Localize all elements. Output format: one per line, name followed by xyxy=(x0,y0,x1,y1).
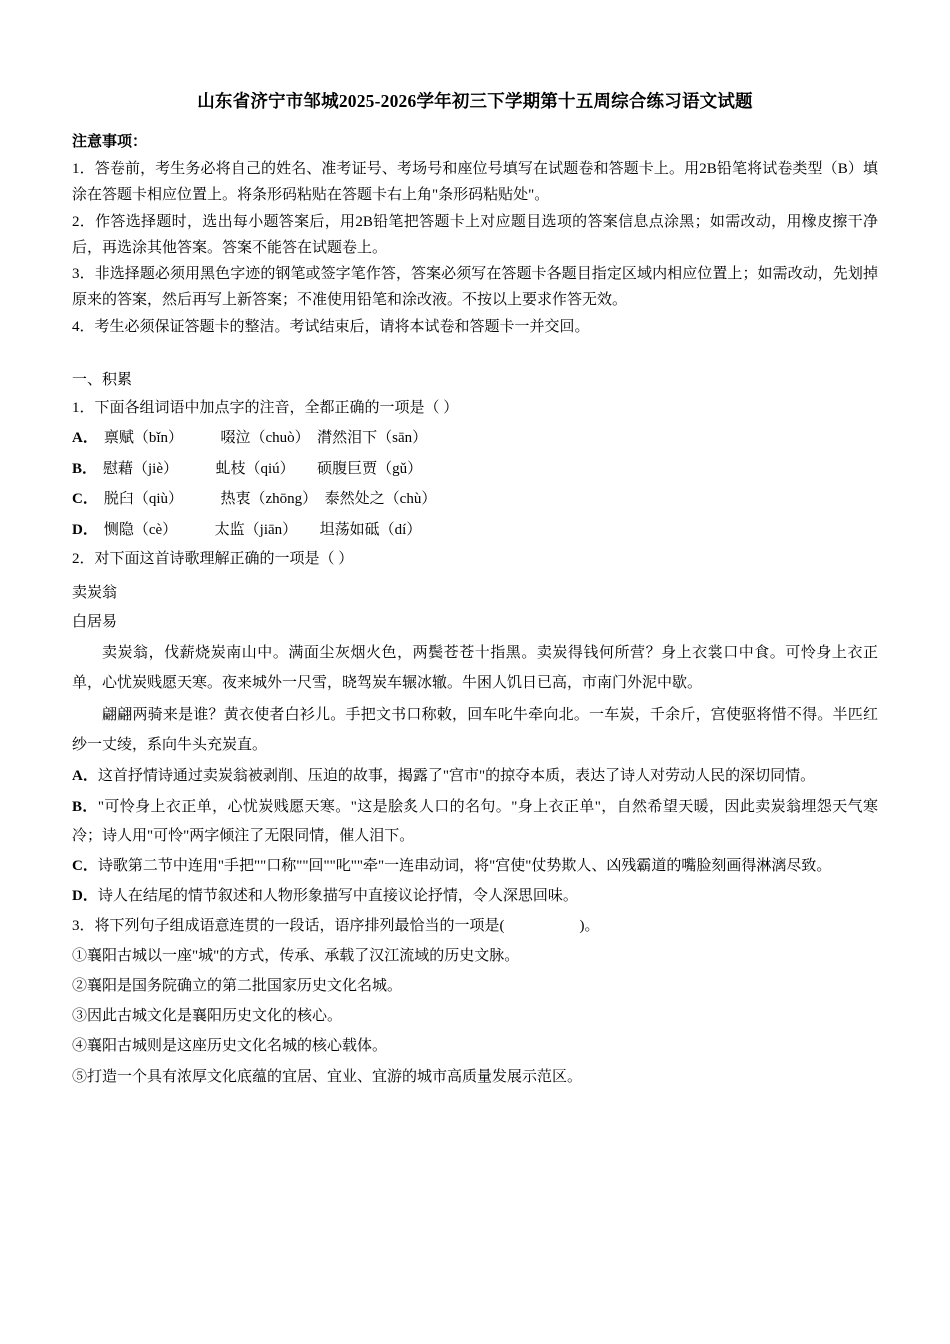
question-2-option-c[interactable] xyxy=(72,852,878,881)
option-text: 诗人在结尾的情节叙述和人物形象描写中直接议论抒情，令人深思回味。 xyxy=(97,888,578,905)
question-2-option-d[interactable] xyxy=(72,882,878,911)
question-1-stem: 1．下面各组词语中加点字的注音，全都正确的一项是（ ） xyxy=(72,400,459,417)
option-letter: A． xyxy=(72,430,98,447)
notice-item-4: 4．考生必须保证答题卡的整洁。考试结束后，请将本试卷和答题卡一并交回。 xyxy=(72,319,590,336)
option-letter: B． xyxy=(72,798,98,815)
question-2-option-a[interactable] xyxy=(72,762,878,791)
notice-item-3: 3．非选择题必须用黑色字迹的钢笔或签字笔作答，答案必须写在答题卡各题目指定区域内相应位置上；如需改动，先划掉原来的答案，然后再写上新答案；不准使用铅笔和涂改液。不按以上要求作答无效。 xyxy=(72,266,878,309)
option-text: 恻隐（cè） 太监（jiān） 坦荡如砥（dí） xyxy=(103,521,422,538)
option-letter: D． xyxy=(72,521,98,538)
option-letter: D． xyxy=(72,888,98,905)
question-1-option-d[interactable] xyxy=(72,516,878,545)
question-3-item-4: ④襄阳古城则是这座历史文化名城的核心载体。 xyxy=(72,1038,388,1055)
question-3-item-1: ①襄阳古城以一座"城"的方式，传承、承载了汉江流域的历史文脉。 xyxy=(72,947,520,964)
option-text: 慰藉（jiè） 虬枝（qiú） 硕腹巨贾（gǔ） xyxy=(103,460,423,477)
poem-author: 白居易 xyxy=(72,613,118,630)
question-1-option-a[interactable] xyxy=(72,424,878,453)
option-letter: A． xyxy=(72,768,98,785)
question-3-item-2: ②襄阳是国务院确立的第二批国家历史文化名城。 xyxy=(72,977,403,994)
question-3-stem: 3．将下列句子组成语意连贯的一段话，语序排列最恰当的一项是( )。 xyxy=(72,917,600,934)
option-letter: C． xyxy=(72,491,98,508)
option-text: 这首抒情诗通过卖炭翁被剥削、压迫的故事，揭露了"宫市"的掠夺本质，表达了诗人对劳动人民的深切同情。 xyxy=(97,768,816,785)
notice-item-2: 2．作答选择题时，选出每小题答案后，用2B铅笔把答题卡上对应题目选项的答案信息点涂黑；如需改动，用橡皮擦干净后，再选涂其他答案。答案不能答在试题卷上。 xyxy=(72,213,878,256)
option-text: 诗歌第二节中连用"手把""口称""回""叱""牵"一连串动词，将"宫使"仗势欺人、凶残霸道的嘴脸刻画得淋漓尽致。 xyxy=(97,858,832,875)
option-letter: B． xyxy=(72,460,98,477)
question-1-option-b[interactable] xyxy=(72,455,878,484)
question-2-stem: 2．对下面这首诗歌理解正确的一项是（ ） xyxy=(72,551,354,568)
question-3-item-3: ③因此古城文化是襄阳历史文化的核心。 xyxy=(72,1008,343,1025)
page-title: 山东省济宁市邹城2025-2026学年初三下学期第十五周综合练习语文试题 xyxy=(197,91,753,111)
spacer xyxy=(72,342,878,368)
option-text: 脱臼（qiù） 热衷（zhōng） 泰然处之（chù） xyxy=(103,491,437,508)
option-letter: C． xyxy=(72,858,98,875)
question-1-option-c[interactable] xyxy=(72,485,878,514)
notice-item-1: 1．答卷前，考生务必将自己的姓名、准考证号、考场号和座位号填写在试题卷和答题卡上。用2B铅笔将试卷类型（B）填涂在答题卡相应位置上。将条形码粘贴在答题卡右上角"条形码粘贴处"。 xyxy=(72,161,878,204)
section-one-label: 一、积累 xyxy=(72,371,133,388)
option-text: 禀赋（bǐn） 啜泣（chuò） 潸然泪下（sān） xyxy=(103,430,428,447)
option-text: "可怜身上衣正单，心忧炭贱愿天寒。"这是脍炙人口的名句。"身上衣正单"，自然希望天暖，因此卖炭翁埋怨天气寒冷；诗人用"可怜"两字倾注了无限同情，催人泪下。 xyxy=(72,798,878,844)
poem-title: 卖炭翁 xyxy=(72,585,118,602)
poem-paragraph-1: 卖炭翁，伐薪烧炭南山中。满面尘灰烟火色，两鬓苍苍十指黑。卖炭得钱何所营？身上衣裳口中食。可怜身上衣正单，心忧炭贱愿天寒。夜来城外一尺雪，晓驾炭车辗冰辙。牛困人饥日已高，市南门外泥中歇。 xyxy=(72,645,878,692)
poem-paragraph-2: 翩翩两骑来是谁？黄衣使者白衫儿。手把文书口称敕，回车叱牛牵向北。一车炭，千余斤，宫使驱将惜不得。半匹红纱一丈绫，系向牛头充炭直。 xyxy=(72,707,878,754)
question-3-item-5: ⑤打造一个具有浓厚文化底蕴的宜居、宜业、宜游的城市高质量发展示范区。 xyxy=(72,1068,583,1085)
notice-heading: 注意事项： xyxy=(72,134,148,151)
question-2-option-b[interactable] xyxy=(72,793,878,852)
